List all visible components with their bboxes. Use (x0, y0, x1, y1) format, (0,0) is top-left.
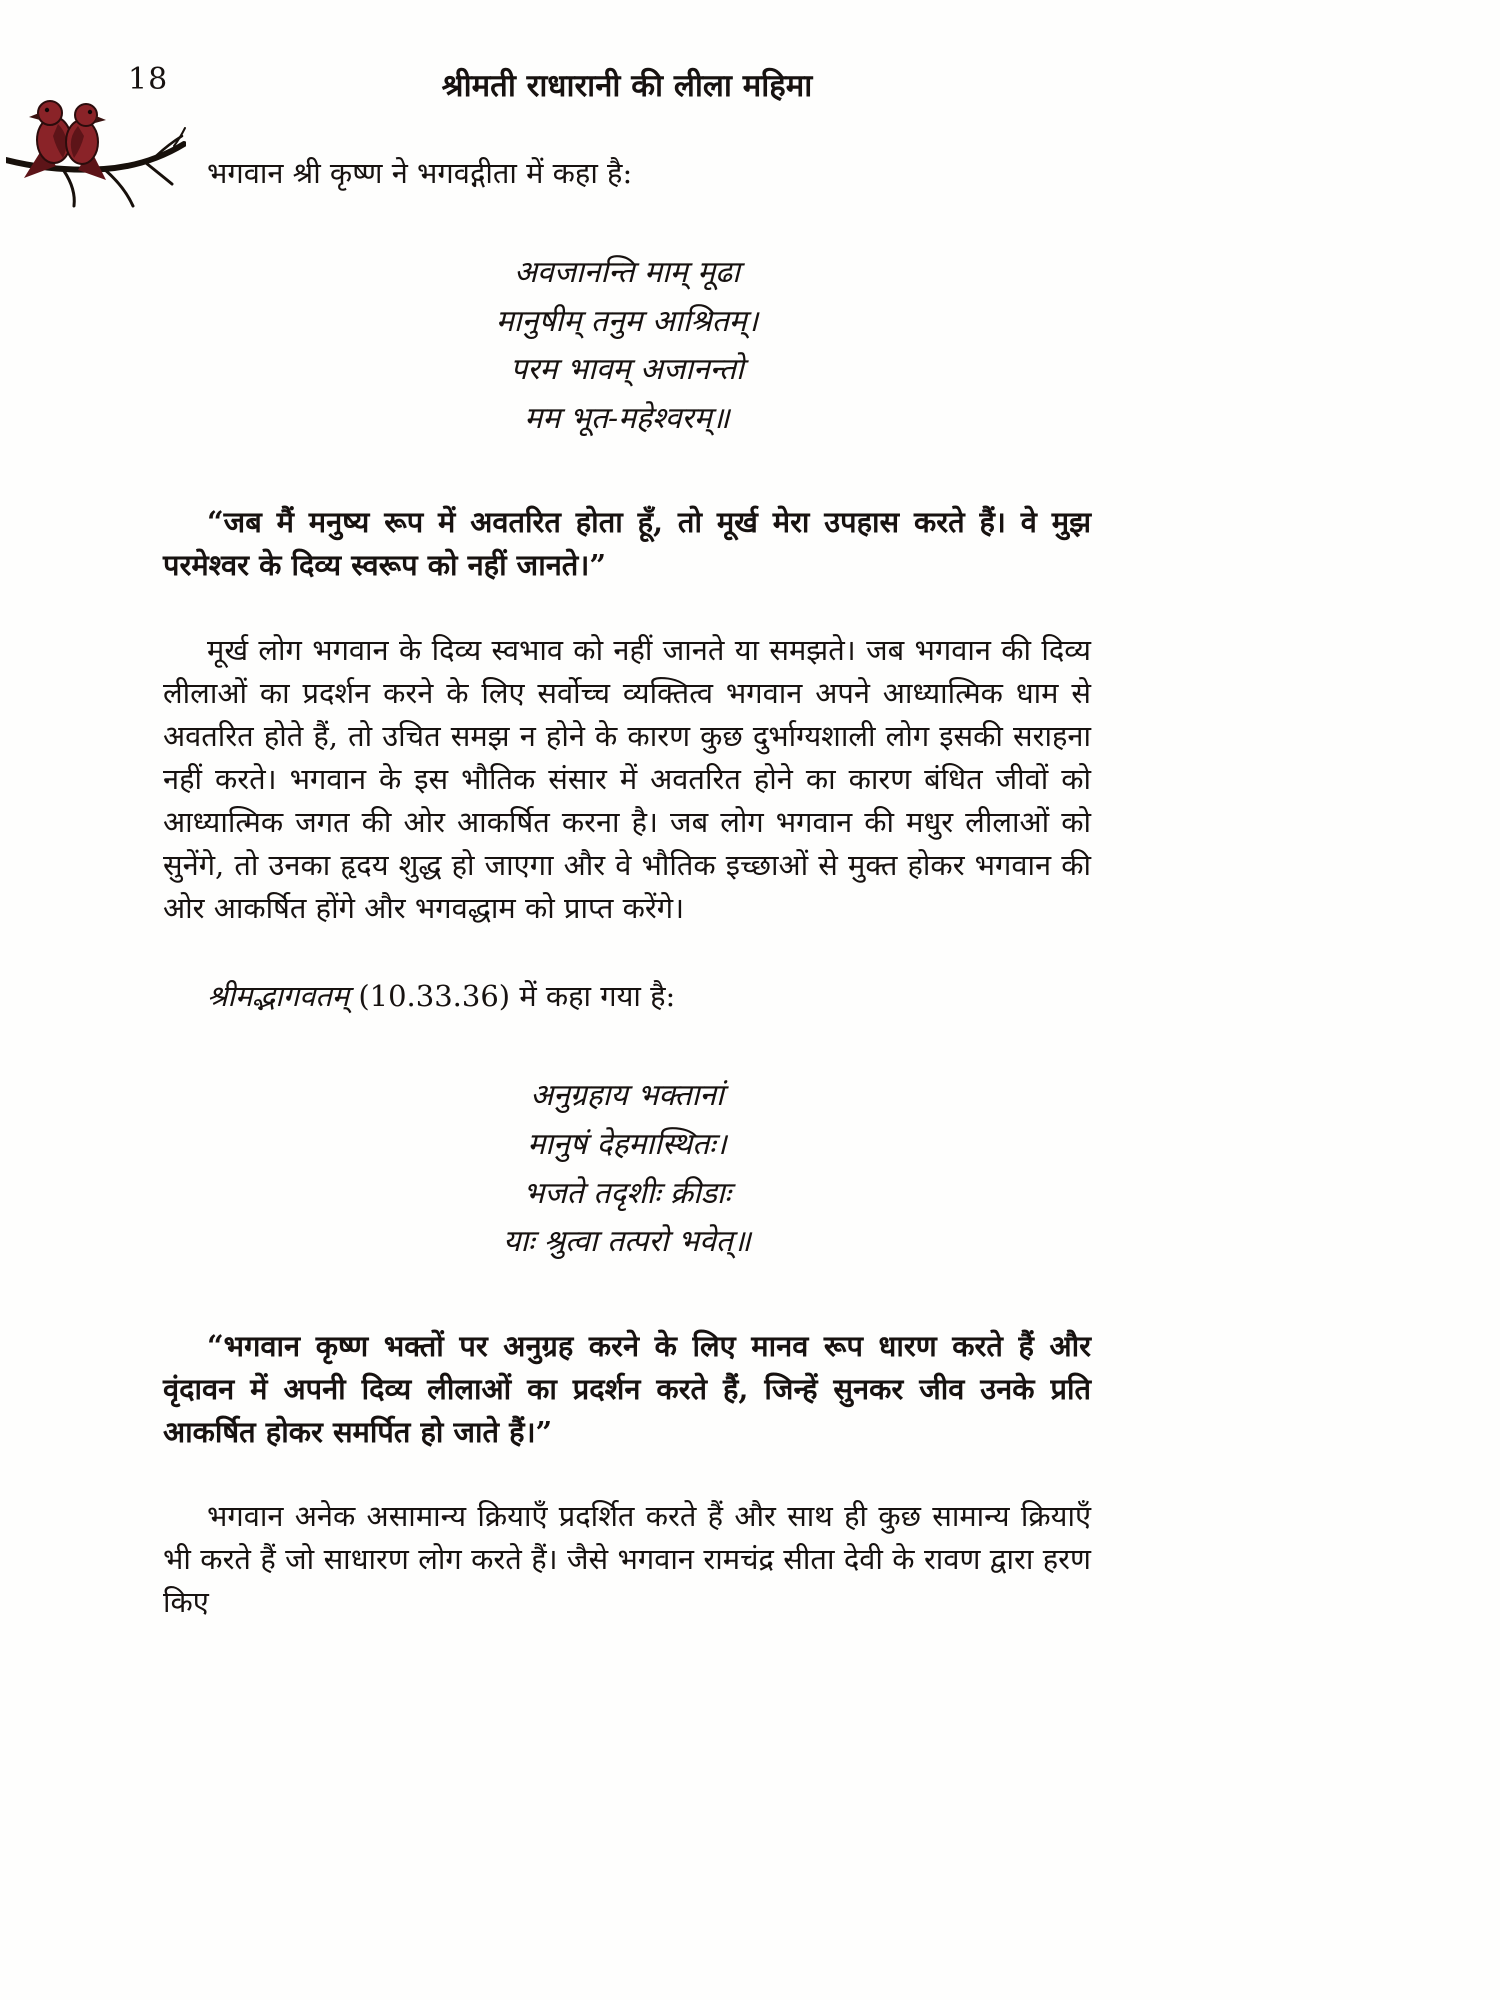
verse-line: अनुग्रहाय भक्तानां (530, 1078, 724, 1114)
citation-source: श्रीमद्भागवतम् (207, 979, 350, 1014)
citation-line (163, 975, 1091, 1018)
sanskrit-verse-2 (163, 1072, 1091, 1266)
running-title: श्रीमती राधारानी की लीला महिमा (441, 68, 813, 104)
verse-line: याः श्रुत्वा तत्परो भवेत्॥ (503, 1224, 751, 1260)
verse-line: मानुषीम् तनुम आश्रितम्। (495, 303, 759, 339)
lovebirds-illustration (6, 86, 186, 214)
verse-line: भजते तदृशीः क्रीडाः (523, 1175, 731, 1211)
intro-paragraph: भगवान श्री कृष्ण ने भगवद्गीता में कहा है: (207, 156, 633, 190)
verse-line: परम भावम् अजानन्तो (510, 352, 744, 388)
sanskrit-verse-1 (163, 249, 1091, 443)
verse-line: मम भूत-महेश्वरम्॥ (524, 400, 730, 436)
verse-line: मानुषं देहमास्थितः। (527, 1126, 727, 1162)
citation-rest: (10.33.36) में कहा गया है: (349, 979, 676, 1014)
page-body (163, 152, 1091, 1624)
translation-quote-1: “जब मैं मनुष्य रूप में अवतरित होता हूँ, तो मूर्ख मेरा उपहास करते हैं। वे मुझ परमेश्वर के दिव्य स्वरूप को नहीं जानते।” (163, 505, 1091, 583)
verse-line: अवजानन्ति माम् मूढा (514, 254, 740, 290)
translation-quote-2: “भगवान कृष्ण भक्तों पर अनुग्रह करने के लिए मानव रूप धारण करते हैं और वृंदावन में अपनी दिव्य लीलाओं का प्रदर्शन करते हैं, जिन्हें सुनकर जीव उनके प्रति आकर्षित होकर समर्पित हो जाते हैं।” (163, 1328, 1091, 1449)
page-header (0, 0, 1500, 106)
page-number: 18 (128, 62, 169, 97)
commentary-paragraph-1: मूर्ख लोग भगवान के दिव्य स्वभाव को नहीं जानते या समझते। जब भगवान की दिव्य लीलाओं का प्रदर्शन करने के लिए सर्वोच्च व्यक्तित्व भगवान अपने आध्यात्मिक धाम से अवतरित होते हैं, तो उचित समझ न होने के कारण कुछ दुर्भाग्यशाली लोग इसकी सराहना नहीं करते। भगवान के इस भौतिक संसार में अवतरित होने का कारण बंधित जीवों को आध्यात्मिक जगत की ओर आकर्षित करना है। जब लोग भगवान की मधुर लीलाओं को सुनेंगे, तो उनका हृदय शुद्ध हो जाएगा और वे भौतिक इच्छाओं से मुक्त होकर भगवान की ओर आकर्षित होंगे और भगवद्धाम को प्राप्त करेंगे। (163, 633, 1091, 925)
commentary-paragraph-2: भगवान अनेक असामान्य क्रियाएँ प्रदर्शित करते हैं और साथ ही कुछ सामान्य क्रियाएँ भी करते हैं जो साधारण लोग करते हैं। जैसे भगवान रामचंद्र सीता देवी के रावण द्वारा हरण किए (163, 1499, 1091, 1620)
